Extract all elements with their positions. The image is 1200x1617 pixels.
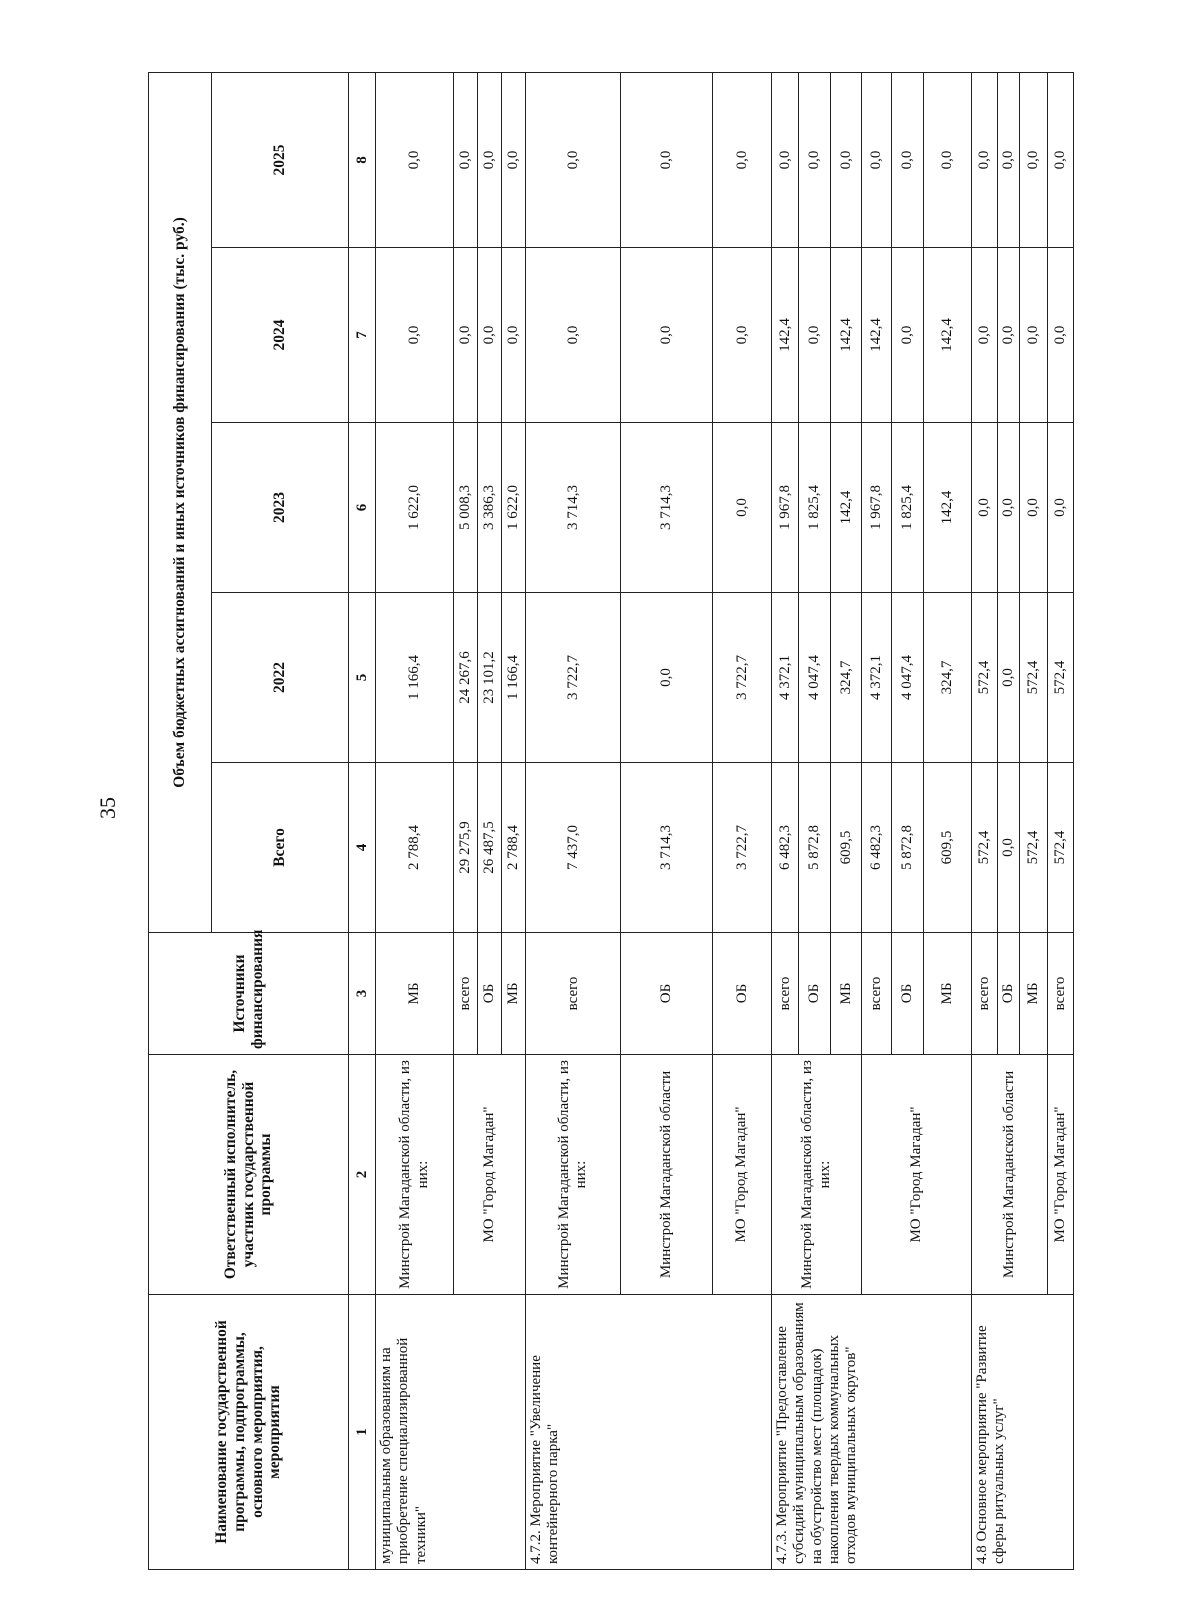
funding-source: ОБ (713, 933, 772, 1055)
table-row (526, 72, 621, 1569)
funding-source: ОБ (998, 933, 1020, 1055)
value-total: 609,5 (831, 763, 862, 933)
value-2023: 142,4 (831, 423, 862, 593)
value-2022: 572,4 (1048, 593, 1074, 763)
column-index: 1 (349, 1295, 376, 1570)
column-index: 6 (349, 423, 376, 593)
value-total: 2 788,4 (376, 763, 454, 933)
executor: МО "Город Магадан" (862, 1055, 972, 1295)
value-2024: 0,0 (1048, 248, 1074, 423)
value-2023: 1 825,4 (892, 423, 924, 593)
value-2022: 0,0 (621, 593, 713, 763)
value-2022: 1 166,4 (502, 593, 526, 763)
value-total: 26 487,5 (478, 763, 502, 933)
value-2023: 5 008,3 (454, 423, 478, 593)
value-2024: 0,0 (713, 248, 772, 423)
value-2022: 4 047,4 (892, 593, 924, 763)
value-2025: 0,0 (478, 72, 502, 247)
value-2025: 0,0 (713, 72, 772, 247)
header-2023: 2023 (212, 423, 349, 593)
value-2023: 1 825,4 (799, 423, 831, 593)
table-row (972, 72, 998, 1569)
value-2025: 0,0 (1048, 72, 1074, 247)
header-2025: 2025 (212, 72, 349, 247)
header-total: Всего (212, 763, 349, 933)
value-2024: 0,0 (1020, 248, 1048, 423)
funding-source: всего (772, 933, 799, 1055)
value-total: 0,0 (998, 763, 1020, 933)
funding-source: ОБ (478, 933, 502, 1055)
value-total: 572,4 (1048, 763, 1074, 933)
value-2024: 142,4 (862, 248, 892, 423)
header-program-name: Наименование государственной программы, подпрограммы, основного мероприятия, мероприятия (149, 1295, 349, 1570)
value-2023: 1 967,8 (772, 423, 799, 593)
value-2025: 0,0 (1020, 72, 1048, 247)
header-volume: Объем бюджетных ассигнований и иных источников финансирования (тыс. руб.) (149, 72, 212, 932)
value-2024: 142,4 (924, 248, 972, 423)
value-2024: 0,0 (799, 248, 831, 423)
header-2022: 2022 (212, 593, 349, 763)
executor: МО "Город Магадан" (1048, 1055, 1074, 1295)
value-total: 6 482,3 (772, 763, 799, 933)
value-2022: 4 372,1 (862, 593, 892, 763)
value-total: 2 788,4 (502, 763, 526, 933)
value-2024: 142,4 (831, 248, 862, 423)
value-2022: 3 722,7 (526, 593, 621, 763)
value-2025: 0,0 (998, 72, 1020, 247)
value-2022: 3 722,7 (713, 593, 772, 763)
column-index: 7 (349, 248, 376, 423)
funding-source: ОБ (621, 933, 713, 1055)
value-2022: 4 372,1 (772, 593, 799, 763)
column-index: 5 (349, 593, 376, 763)
executor: Минстрой Магаданской области, из них: (772, 1055, 862, 1295)
funding-source: ОБ (799, 933, 831, 1055)
value-2024: 0,0 (998, 248, 1020, 423)
funding-source: МБ (831, 933, 862, 1055)
value-2024: 0,0 (454, 248, 478, 423)
value-2025: 0,0 (621, 72, 713, 247)
value-2023: 1 622,0 (376, 423, 454, 593)
column-index: 3 (349, 933, 376, 1055)
table-row (376, 72, 454, 1569)
executor: Минстрой Магаданской области (972, 1055, 1048, 1295)
column-index: 4 (349, 763, 376, 933)
value-2023: 1 622,0 (502, 423, 526, 593)
funding-source: ОБ (892, 933, 924, 1055)
value-total: 5 872,8 (799, 763, 831, 933)
value-2024: 0,0 (478, 248, 502, 423)
value-2023: 3 714,3 (526, 423, 621, 593)
value-2025: 0,0 (862, 72, 892, 247)
header-executor: Ответственный исполнитель, участник государственной программы (149, 1055, 349, 1295)
table-area (148, 73, 1068, 1570)
value-2022: 572,4 (972, 593, 998, 763)
value-2022: 324,7 (831, 593, 862, 763)
executor: Минстрой Магаданской области (621, 1055, 713, 1295)
value-2023: 142,4 (924, 423, 972, 593)
value-2024: 0,0 (621, 248, 713, 423)
value-2024: 0,0 (376, 248, 454, 423)
header-sources: Источники финансирования (149, 933, 349, 1055)
funding-source: всего (972, 933, 998, 1055)
funding-source: МБ (502, 933, 526, 1055)
value-2022: 324,7 (924, 593, 972, 763)
measure-name: 4.7.2. Мероприятие "Увеличение контейнерного парка" (526, 1295, 772, 1570)
value-2025: 0,0 (772, 72, 799, 247)
funding-source: всего (454, 933, 478, 1055)
value-2025: 0,0 (526, 72, 621, 247)
value-2025: 0,0 (454, 72, 478, 247)
measure-name: 4.7.3. Мероприятие "Предоставление субсидий муниципальным образованиям на обустройство мест (площадок) накопления твердых коммунальных отходов муниципальных округов" (772, 1295, 972, 1570)
value-2022: 0,0 (998, 593, 1020, 763)
funding-source: МБ (924, 933, 972, 1055)
funding-source: МБ (376, 933, 454, 1055)
value-2022: 4 047,4 (799, 593, 831, 763)
value-2023: 0,0 (998, 423, 1020, 593)
value-total: 572,4 (1020, 763, 1048, 933)
value-2025: 0,0 (972, 72, 998, 247)
value-total: 572,4 (972, 763, 998, 933)
value-2025: 0,0 (799, 72, 831, 247)
value-2024: 0,0 (972, 248, 998, 423)
executor: Минстрой Магаданской области, из них: (376, 1055, 454, 1295)
column-index-row (349, 72, 376, 1569)
executor: МО "Город Магадан" (713, 1055, 772, 1295)
column-index: 2 (349, 1055, 376, 1295)
header-2024: 2024 (212, 248, 349, 423)
executor: МО "Город Магадан" (454, 1055, 526, 1295)
value-total: 609,5 (924, 763, 972, 933)
value-total: 5 872,8 (892, 763, 924, 933)
value-2024: 0,0 (892, 248, 924, 423)
funding-source: МБ (1020, 933, 1048, 1055)
funding-source: всего (526, 933, 621, 1055)
value-total: 3 714,3 (621, 763, 713, 933)
value-total: 7 437,0 (526, 763, 621, 933)
value-2022: 572,4 (1020, 593, 1048, 763)
financing-table (148, 72, 1074, 1570)
value-2022: 24 267,6 (454, 593, 478, 763)
value-2023: 0,0 (972, 423, 998, 593)
value-2024: 0,0 (502, 248, 526, 423)
page-number: 35 (95, 797, 120, 819)
column-index: 8 (349, 72, 376, 247)
value-2025: 0,0 (892, 72, 924, 247)
executor: Минстрой Магаданской области, из них: (526, 1055, 621, 1295)
value-2024: 0,0 (526, 248, 621, 423)
measure-name: 4.8 Основное мероприятие "Развитие сферы ритуальных услуг" (972, 1295, 1074, 1570)
value-2023: 3 714,3 (621, 423, 713, 593)
value-2023: 3 386,3 (478, 423, 502, 593)
value-2022: 1 166,4 (376, 593, 454, 763)
measure-name: муниципальным образованиям на приобретение специализированной техники" (376, 1295, 526, 1570)
value-2025: 0,0 (376, 72, 454, 247)
value-2023: 0,0 (713, 423, 772, 593)
value-2025: 0,0 (502, 72, 526, 247)
value-2023: 0,0 (1048, 423, 1074, 593)
table-row (772, 72, 799, 1569)
value-total: 29 275,9 (454, 763, 478, 933)
value-2022: 23 101,2 (478, 593, 502, 763)
funding-source: всего (862, 933, 892, 1055)
value-2025: 0,0 (924, 72, 972, 247)
table-rotated-wrapper (148, 73, 1068, 1570)
value-2024: 142,4 (772, 248, 799, 423)
value-2025: 0,0 (831, 72, 862, 247)
value-2023: 1 967,8 (862, 423, 892, 593)
value-2023: 0,0 (1020, 423, 1048, 593)
value-total: 6 482,3 (862, 763, 892, 933)
value-total: 3 722,7 (713, 763, 772, 933)
funding-source: всего (1048, 933, 1074, 1055)
